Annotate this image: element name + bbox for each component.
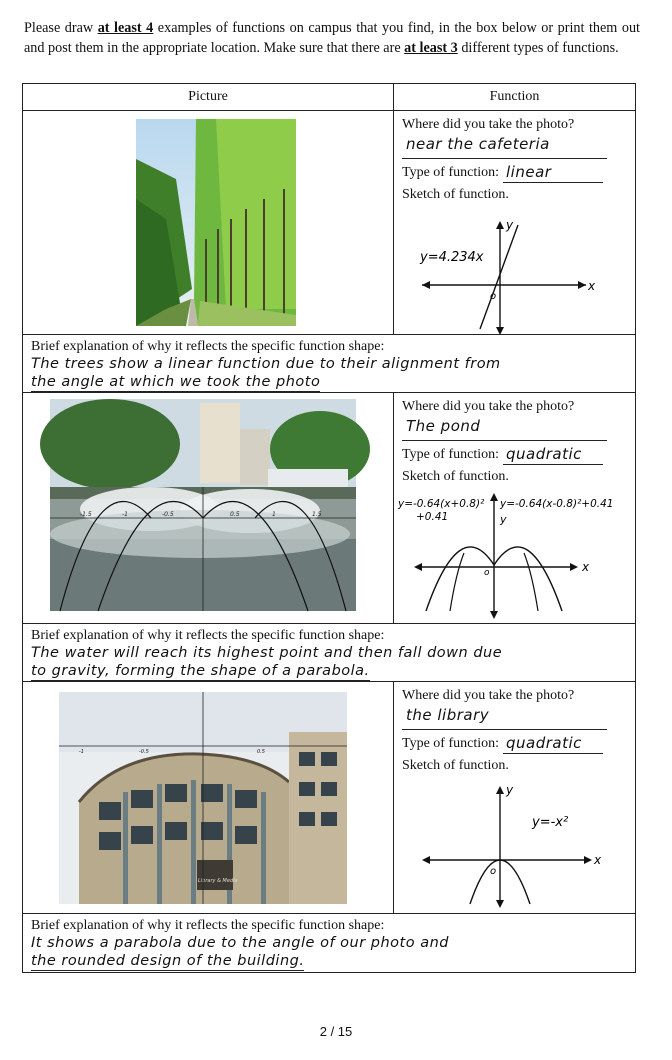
y-axis-label: y xyxy=(500,513,507,526)
y-axis-arrow xyxy=(496,221,504,229)
entry-1-equation: y=4.234x xyxy=(420,250,484,265)
photo3-tick: -0.5 xyxy=(139,749,149,755)
photo3-tick: 0.5 xyxy=(257,749,265,755)
type-label: Type of function: xyxy=(402,447,499,462)
entry-3-picture-cell xyxy=(23,682,394,913)
inner-parabola-right xyxy=(524,553,538,611)
library-building-photo xyxy=(59,692,347,904)
header-picture: Picture xyxy=(23,84,394,110)
entry-2-explanation-line2: to gravity, forming the shape of a parabola. xyxy=(31,663,370,679)
y-axis-label: y xyxy=(506,218,514,232)
instructions: Please draw at least 4 examples of functions on campus that you find, in the box below or print them out and post them in the appropriate location. Make sure that there are at least 3 different types of functions. xyxy=(24,20,640,56)
photo2-tick: -0.5 xyxy=(162,511,174,518)
brief-label: Brief explanation of why it reflects the specific function shape: xyxy=(31,339,385,354)
emphasis-at-least-4: at least 4 xyxy=(97,20,154,36)
entry-3-equation: y=-x² xyxy=(532,815,569,830)
origin-label: o xyxy=(484,568,490,578)
entry-2-explanation-line1: The water will reach its highest point and then fall down due xyxy=(31,645,503,661)
inner-parabola-left xyxy=(450,553,464,611)
x-axis-arrow xyxy=(584,856,592,864)
sketch-label: Sketch of function. xyxy=(402,187,509,202)
entry-3-type: quadratic xyxy=(503,734,603,754)
y-axis-arrow-down xyxy=(496,900,504,908)
photo2-tick: 1 xyxy=(272,511,276,518)
type-row xyxy=(402,734,627,754)
x-axis-arrow xyxy=(570,563,578,571)
x-axis-label: x xyxy=(582,560,590,574)
y-axis-arrow-down xyxy=(490,611,498,619)
origin-label: o xyxy=(490,866,497,877)
x-axis-arrow xyxy=(578,281,586,289)
type-label: Type of function: xyxy=(402,165,499,180)
double-parabola-sketch xyxy=(396,493,626,621)
type-label: Type of function: xyxy=(402,736,499,751)
where-label: Where did you take the photo? xyxy=(402,117,575,132)
x-axis-arrow-left xyxy=(422,856,430,864)
entry-3-location: the library xyxy=(402,706,607,730)
entry-1-explanation xyxy=(23,335,635,393)
photo2-tick: -1 xyxy=(122,511,128,518)
y-axis-arrow xyxy=(490,493,498,501)
linear-line xyxy=(480,225,518,329)
sketch-label: Sketch of function. xyxy=(402,758,509,773)
entry-2-equation-left: y=-0.64(x+0.8)² xyxy=(398,498,485,510)
downward-parabola-sketch xyxy=(414,782,604,910)
entry-3-explanation-line1: It shows a parabola due to the angle of our photo and xyxy=(31,935,449,951)
x-axis-arrow-left xyxy=(422,281,430,289)
photo2-tick: 0.5 xyxy=(230,511,240,518)
x-axis-label: x xyxy=(588,279,596,293)
entry-3 xyxy=(23,682,635,914)
entry-2-explanation xyxy=(23,624,635,682)
entry-1-picture-cell xyxy=(23,111,394,334)
type-row xyxy=(402,163,627,183)
entry-1-type: linear xyxy=(503,163,603,183)
functions-table xyxy=(22,83,636,973)
y-axis-arrow xyxy=(496,786,504,794)
header-function: Function xyxy=(489,89,540,104)
tree-avenue-photo xyxy=(136,119,296,326)
page-number: 2 / 15 xyxy=(319,1024,353,1039)
entry-1-location: near the cafeteria xyxy=(402,135,607,159)
x-axis-label: x xyxy=(594,853,602,867)
y-axis-arrow-down xyxy=(496,327,504,335)
entry-3-explanation xyxy=(23,914,635,972)
entry-1-function-cell xyxy=(394,111,635,334)
entry-2-equation-right: y=-0.64(x-0.8)²+0.41 xyxy=(500,498,614,510)
sketch-label: Sketch of function. xyxy=(402,469,509,484)
where-label: Where did you take the photo? xyxy=(402,688,575,703)
emphasis-at-least-3: at least 3 xyxy=(404,40,458,56)
entry-2-picture-cell xyxy=(23,393,394,623)
entry-2-type: quadratic xyxy=(503,445,603,465)
type-row xyxy=(402,445,627,465)
brief-label: Brief explanation of why it reflects the specific function shape: xyxy=(31,628,385,643)
x-axis-arrow-left xyxy=(414,563,422,571)
origin-label: o xyxy=(490,291,497,302)
where-label: Where did you take the photo? xyxy=(402,399,575,414)
library-sign: Library & Media xyxy=(198,878,238,884)
entry-2-location: The pond xyxy=(402,417,607,441)
photo2-tick: -1.5 xyxy=(80,511,92,518)
entry-2-function-cell xyxy=(394,393,635,623)
table-header xyxy=(23,84,635,111)
entry-3-explanation-line2: the rounded design of the building. xyxy=(31,953,305,969)
fountain-pond-photo xyxy=(50,399,356,611)
y-axis-label: y xyxy=(506,783,514,797)
brief-label: Brief explanation of why it reflects the specific function shape: xyxy=(31,918,385,933)
photo2-tick: 1.5 xyxy=(312,511,322,518)
entry-1 xyxy=(23,111,635,335)
entry-1-explanation-line1: The trees show a linear function due to their alignment from xyxy=(31,356,501,372)
entry-1-explanation-line2: the angle at which we took the photo xyxy=(31,374,321,390)
entry-2 xyxy=(23,393,635,624)
entry-3-function-cell xyxy=(394,682,635,913)
photo3-tick: -1 xyxy=(79,749,84,755)
linear-sketch xyxy=(414,217,594,337)
entry-2-equation-left-constant: +0.41 xyxy=(416,511,449,523)
